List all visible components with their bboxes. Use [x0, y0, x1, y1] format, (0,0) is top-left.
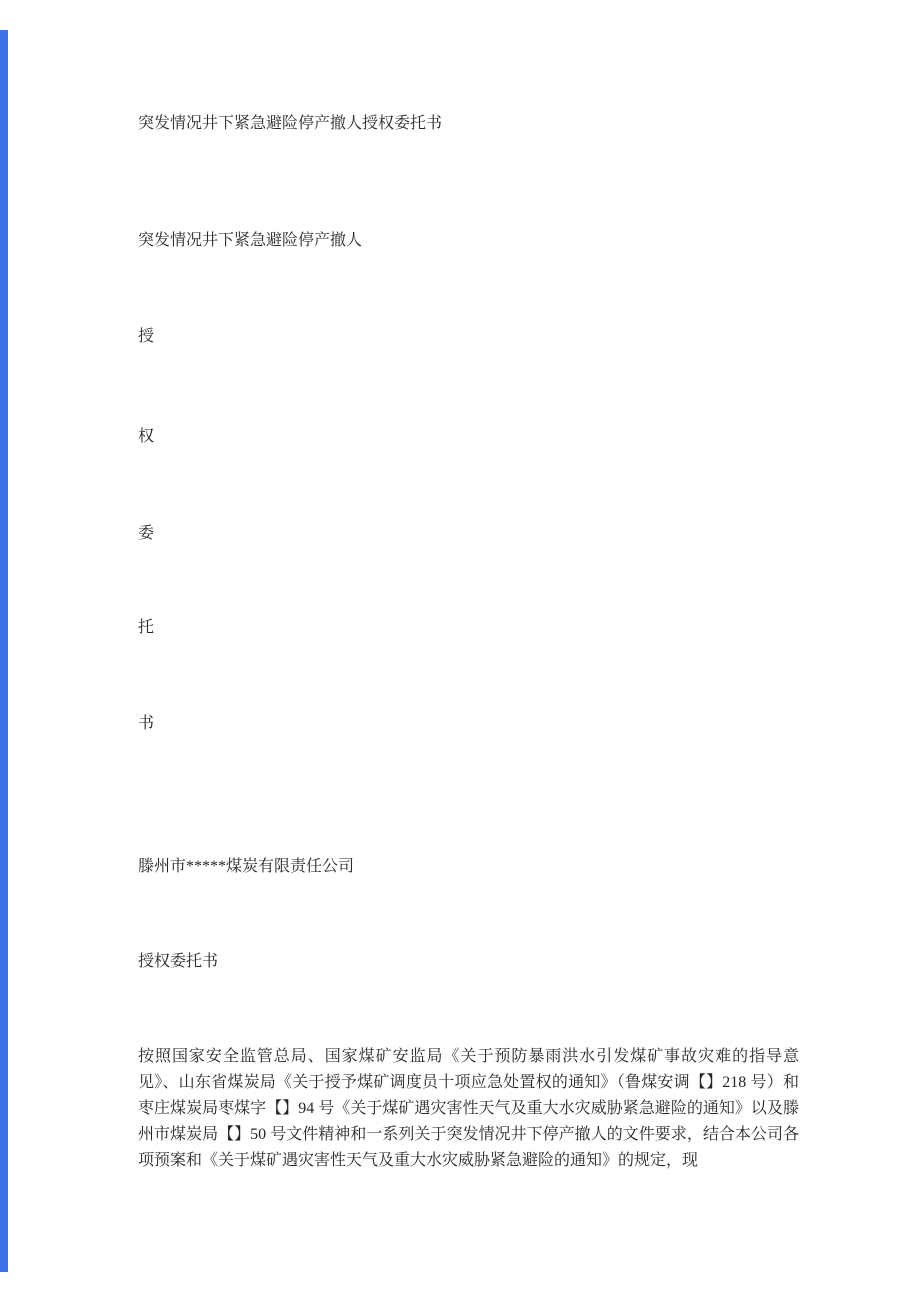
left-accent-bar — [0, 30, 8, 1272]
vertical-title-char-shou: 授 — [138, 328, 155, 345]
vertical-title-char-shu: 书 — [138, 715, 155, 732]
vertical-title-char-wei: 委 — [138, 525, 155, 542]
body-paragraph: 按照国家安全监管总局、国家煤矿安监局《关于预防暴雨洪水引发煤矿事故灾难的指导意见》、山东省煤炭局《关于授予煤矿调度员十项应急处置权的通知》（鲁煤安调【】218 号）和枣庄煤炭局枣煤字【】94 号《关于煤矿遇灾害性天气及重大水灾威胁紧急避险的通知》以及滕州市煤炭局【】50 号文件精神和一系列关于突发情况井下停产撤人的文件要求，结合本公司各项预案和《关于煤矿遇灾害性天气及重大水灾威胁紧急避险的通知》的规定，现 — [138, 1048, 799, 1169]
vertical-title-char-tuo: 托 — [138, 619, 155, 636]
document-subtitle: 突发情况井下紧急避险停产撤人 — [138, 232, 363, 249]
vertical-title-char-quan: 权 — [138, 428, 155, 445]
section-heading: 授权委托书 — [138, 953, 219, 970]
company-name: 滕州市*****煤炭有限责任公司 — [138, 858, 355, 875]
document-title: 突发情况井下紧急避险停产撤人授权委托书 — [138, 115, 443, 132]
